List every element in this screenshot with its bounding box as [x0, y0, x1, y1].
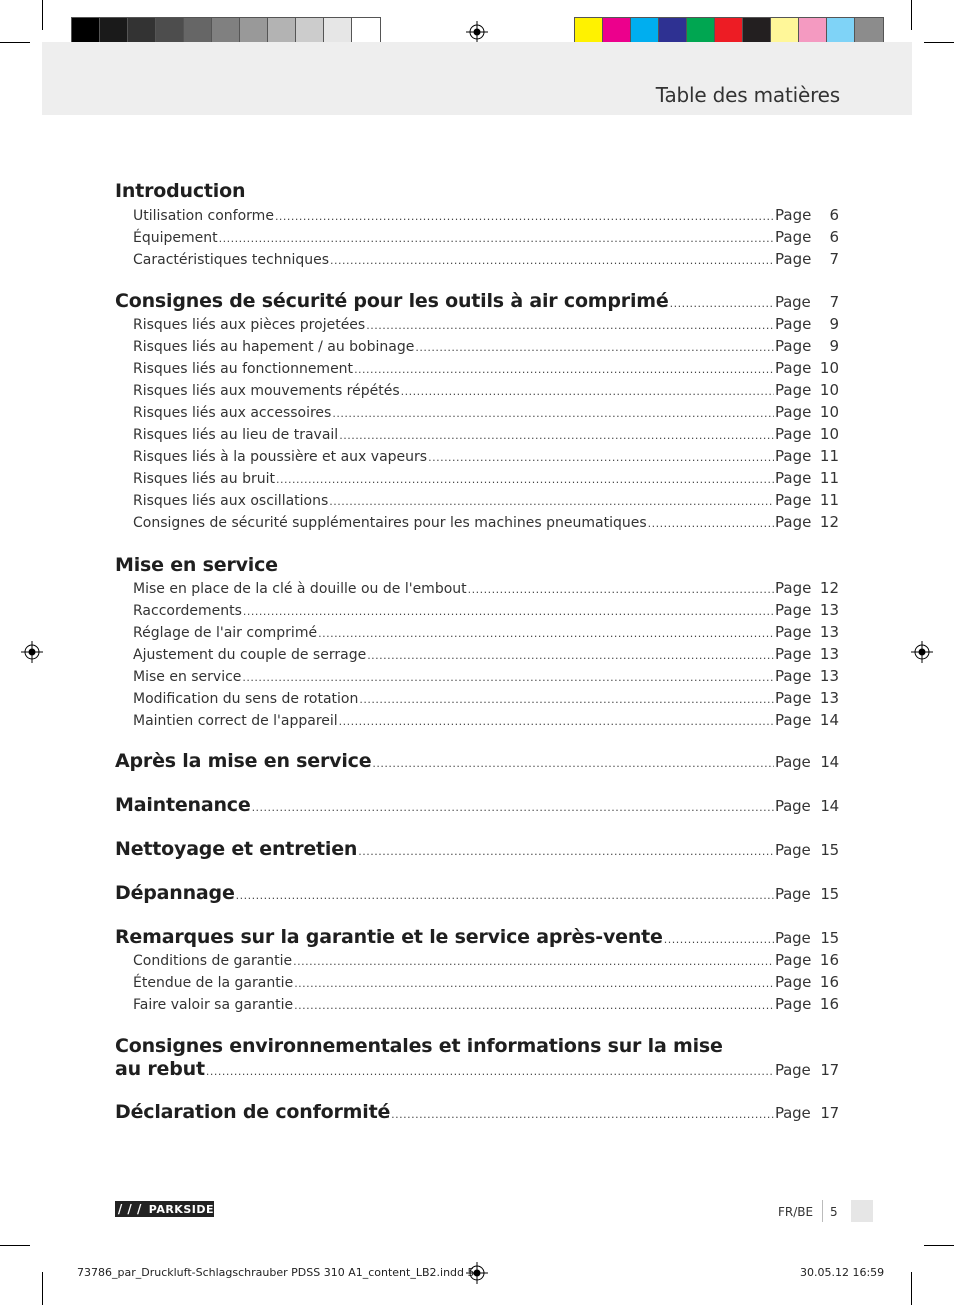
toc-section-row[interactable] — [115, 1101, 839, 1123]
page-word: Page — [775, 469, 812, 487]
toc-section-title: Déclaration de conformité — [115, 1101, 391, 1123]
page-word: Page — [775, 425, 812, 443]
toc-section-row[interactable] — [115, 838, 839, 860]
toc-entry-label: Utilisation conforme — [133, 208, 274, 224]
page-number-ref: 9 — [829, 337, 839, 355]
page-word: Page — [775, 381, 812, 399]
dot-leader — [415, 341, 774, 354]
toc-page-ref — [775, 293, 839, 311]
toc-entry-row[interactable] — [133, 689, 839, 707]
toc-entry-label: Risques liés au lieu de travail — [133, 427, 339, 443]
dot-leader — [354, 363, 774, 376]
toc-entry-label: Risques liés aux mouvements répétés — [133, 383, 400, 399]
page-number-ref: 14 — [820, 753, 839, 771]
toc-section-title: Dépannage — [115, 882, 235, 904]
page-word: Page — [775, 1061, 811, 1079]
toc-entry-row[interactable] — [133, 973, 839, 991]
toc-page-ref — [775, 929, 839, 947]
dot-leader — [219, 232, 774, 245]
toc-entry-label: Faire valoir sa garantie — [133, 997, 294, 1013]
toc-entry-row[interactable] — [133, 403, 839, 421]
page-number-ref: 15 — [820, 841, 839, 859]
toc-entry-label: Consignes de sécurité supplémentaires pour les machines pneumatiques — [133, 515, 647, 531]
dot-leader — [318, 627, 774, 640]
toc-page-ref — [775, 469, 839, 487]
toc-entry-label: Mise en service — [133, 669, 242, 685]
toc-page-ref — [775, 206, 839, 224]
toc-page-ref — [775, 1104, 839, 1122]
toc-entry-row[interactable] — [133, 623, 839, 641]
dot-leader — [401, 385, 774, 398]
crop-mark — [911, 0, 912, 30]
slug-filename: 73786_par_Druckluft-Schlagschrauber PDSS 310 A1_content_LB2.indd 5 — [77, 1266, 475, 1279]
dot-leader — [339, 715, 774, 728]
page-number-ref: 14 — [819, 711, 839, 729]
page-number-ref: 16 — [819, 973, 839, 991]
page-word: Page — [775, 250, 812, 268]
page-word: Page — [775, 1104, 811, 1122]
page-number-ref: 10 — [819, 403, 839, 421]
crop-mark — [0, 1245, 30, 1246]
toc-page-ref — [775, 250, 839, 268]
toc-page-ref — [775, 797, 839, 815]
page-word: Page — [775, 337, 812, 355]
toc-page-ref — [775, 381, 839, 399]
toc-entry-label: Équipement — [133, 230, 218, 246]
page-number-ref: 12 — [819, 579, 839, 597]
registration-mark-icon — [911, 641, 933, 663]
toc-section-row[interactable] — [115, 794, 839, 816]
dot-leader — [648, 517, 774, 530]
page-number-ref: 11 — [819, 491, 839, 509]
toc-page-ref — [775, 689, 839, 707]
toc-entry-label: Risques liés au hapement / au bobinage — [133, 339, 415, 355]
page-word: Page — [775, 885, 811, 903]
registration-mark-icon — [21, 641, 43, 663]
page-number-ref: 11 — [819, 469, 839, 487]
page-word: Page — [775, 929, 811, 947]
toc-entry-row[interactable] — [133, 425, 839, 443]
crop-mark — [0, 42, 30, 43]
dot-leader — [242, 671, 774, 684]
dot-leader — [367, 649, 774, 662]
toc-entry-label: Étendue de la garantie — [133, 975, 294, 991]
toc-page-ref — [775, 513, 839, 531]
locale-label: FR/BE — [778, 1205, 814, 1219]
page-number-ref: 13 — [819, 645, 839, 663]
brand-name: PARKSIDE — [148, 1202, 214, 1216]
dot-leader — [293, 955, 774, 968]
toc-section-title: Consignes environnementales et informations sur la mise — [115, 1035, 723, 1057]
toc-entry-label: Raccordements — [133, 603, 242, 619]
toc-section-title: Consignes de sécurité pour les outils à air comprimé — [115, 290, 669, 312]
toc-entry-row[interactable] — [133, 951, 839, 969]
toc-section-title: Après la mise en service — [115, 750, 372, 772]
toc-section-row[interactable] — [115, 290, 839, 312]
toc-entry-row[interactable] — [133, 601, 839, 619]
toc-section-row[interactable] — [115, 1058, 839, 1080]
dot-leader — [670, 297, 774, 310]
crop-mark — [924, 42, 954, 43]
page-word: Page — [775, 623, 812, 641]
page-word: Page — [775, 579, 812, 597]
crop-mark — [911, 1272, 912, 1305]
footer-divider — [822, 1200, 823, 1222]
toc-page-ref — [775, 951, 839, 969]
toc-entry-row[interactable] — [133, 228, 839, 246]
page-number-ref: 12 — [819, 513, 839, 531]
toc-page-ref — [775, 885, 839, 903]
page-number-ref: 7 — [829, 250, 839, 268]
page-title: Table des matières — [655, 83, 840, 107]
dot-leader — [330, 254, 774, 267]
page-number-ref: 13 — [819, 667, 839, 685]
page-word: Page — [775, 359, 812, 377]
brand-logo — [115, 1201, 214, 1217]
toc-page-ref — [775, 447, 839, 465]
toc-page-ref — [775, 491, 839, 509]
page-word: Page — [775, 491, 812, 509]
dot-leader — [252, 801, 774, 814]
toc-entry-label: Maintien correct de l'appareil — [133, 713, 338, 729]
toc-entry-row[interactable] — [133, 513, 839, 531]
toc-entry-row[interactable] — [133, 315, 839, 333]
dot-leader — [329, 495, 774, 508]
page-word: Page — [775, 293, 811, 311]
crop-mark — [42, 0, 43, 30]
toc-page-ref — [775, 711, 839, 729]
toc-entry-label: Risques liés aux oscillations — [133, 493, 329, 509]
page-number-ref: 16 — [819, 995, 839, 1013]
dot-leader — [243, 605, 774, 618]
page-word: Page — [775, 797, 811, 815]
toc-page-ref — [775, 425, 839, 443]
toc-entry-row[interactable] — [133, 995, 839, 1013]
page-number-ref: 9 — [829, 315, 839, 333]
toc-page-ref — [775, 667, 839, 685]
dot-leader — [428, 451, 774, 464]
page-number-ref: 13 — [819, 601, 839, 619]
page-word: Page — [775, 315, 812, 333]
page-number: 5 — [830, 1205, 838, 1219]
toc-section-title: Maintenance — [115, 794, 251, 816]
toc-entry-row[interactable] — [133, 491, 839, 509]
toc-page-ref — [775, 315, 839, 333]
toc-page-ref — [775, 601, 839, 619]
page-number-ref: 14 — [820, 797, 839, 815]
dot-leader — [294, 977, 774, 990]
page-number-ref: 10 — [819, 425, 839, 443]
toc-entry-row[interactable] — [133, 381, 839, 399]
toc-page-ref — [775, 403, 839, 421]
page-number-ref: 13 — [819, 623, 839, 641]
toc-section-title: Nettoyage et entretien — [115, 838, 358, 860]
dot-leader — [276, 473, 774, 486]
toc-entry-label: Risques liés aux pièces projetées — [133, 317, 366, 333]
toc-page-ref — [775, 337, 839, 355]
page-word: Page — [775, 995, 812, 1013]
toc-page-ref — [775, 1061, 839, 1079]
page-word: Page — [775, 973, 812, 991]
toc-entry-row[interactable] — [133, 250, 839, 268]
page-number-ref: 10 — [819, 381, 839, 399]
toc-page-ref — [775, 973, 839, 991]
page-number-ref: 10 — [819, 359, 839, 377]
page-number-ref: 17 — [820, 1061, 839, 1079]
page-word: Page — [775, 513, 812, 531]
toc-entry-label: Risques liés à la poussière et aux vapeurs — [133, 449, 428, 465]
toc-page-ref — [775, 359, 839, 377]
toc-entry-label: Risques liés aux accessoires — [133, 405, 332, 421]
registration-mark-icon — [466, 21, 488, 43]
toc-entry-row[interactable] — [133, 579, 839, 597]
toc-page-ref — [775, 753, 839, 771]
toc-page-ref — [775, 228, 839, 246]
toc-entry-label: Mise en place de la clé à douille ou de l'embout — [133, 581, 467, 597]
page-word: Page — [775, 841, 811, 859]
dot-leader — [358, 845, 774, 858]
toc-entry-label: Réglage de l'air comprimé — [133, 625, 318, 641]
toc-entry-row[interactable] — [133, 206, 839, 224]
dot-leader — [332, 407, 774, 420]
toc-section-row[interactable] — [115, 750, 839, 772]
page-number-ref: 15 — [820, 929, 839, 947]
dot-leader — [275, 210, 774, 223]
page-number-ref: 13 — [819, 689, 839, 707]
toc-section-row[interactable] — [115, 882, 839, 904]
page-word: Page — [775, 667, 812, 685]
page-number-ref: 7 — [829, 293, 839, 311]
page-word: Page — [775, 689, 812, 707]
page-number-ref: 6 — [829, 206, 839, 224]
toc-page-ref — [775, 623, 839, 641]
slug-date: 30.05.12 16:59 — [800, 1266, 885, 1279]
dot-leader — [391, 1108, 774, 1121]
dot-leader — [236, 889, 774, 902]
toc-entry-label: Risques liés au fonctionnement — [133, 361, 354, 377]
dot-leader — [339, 429, 774, 442]
page-number-ref: 11 — [819, 447, 839, 465]
toc-page-ref — [775, 579, 839, 597]
toc-section-title: au rebut — [115, 1058, 205, 1080]
page-number-ref: 17 — [820, 1104, 839, 1122]
crop-mark — [42, 1272, 43, 1305]
toc-section-title[interactable]: Introduction — [115, 180, 246, 202]
toc-entry-label: Modification du sens de rotation — [133, 691, 359, 707]
dot-leader — [206, 1065, 774, 1078]
dot-leader — [359, 693, 774, 706]
toc-entry-row[interactable] — [133, 337, 839, 355]
dot-leader — [372, 757, 774, 770]
page-word: Page — [775, 228, 812, 246]
toc-entry-label: Risques liés au bruit — [133, 471, 275, 487]
toc-section-title[interactable]: Mise en service — [115, 554, 278, 576]
toc-entry-row[interactable] — [133, 469, 839, 487]
toc-entry-row[interactable] — [133, 645, 839, 663]
dot-leader — [468, 583, 774, 596]
toc-entry-row[interactable] — [133, 711, 839, 729]
page-word: Page — [775, 951, 812, 969]
page-word: Page — [775, 601, 812, 619]
toc-entry-row[interactable] — [133, 359, 839, 377]
toc-entry-row[interactable] — [133, 447, 839, 465]
toc-entry-label: Ajustement du couple de serrage — [133, 647, 367, 663]
stripes-icon: / / / — [117, 1202, 142, 1216]
toc-page-ref — [775, 645, 839, 663]
dot-leader — [664, 933, 774, 946]
toc-section-row[interactable] — [115, 926, 839, 948]
page-word: Page — [775, 403, 812, 421]
toc-page-ref — [775, 995, 839, 1013]
page-tab-box — [851, 1200, 873, 1222]
page-number-ref: 16 — [819, 951, 839, 969]
toc-entry-label: Conditions de garantie — [133, 953, 293, 969]
toc-page-ref — [775, 841, 839, 859]
crop-mark — [924, 1245, 954, 1246]
dot-leader — [366, 319, 774, 332]
page-word: Page — [775, 206, 812, 224]
page-number-ref: 15 — [820, 885, 839, 903]
toc-entry-label: Caractéristiques techniques — [133, 252, 330, 268]
toc-section-title: Remarques sur la garantie et le service après-vente — [115, 926, 663, 948]
page-word: Page — [775, 645, 812, 663]
page-number-ref: 6 — [829, 228, 839, 246]
page-word: Page — [775, 753, 811, 771]
toc-entry-row[interactable] — [133, 667, 839, 685]
dot-leader — [294, 999, 774, 1012]
page-word: Page — [775, 711, 812, 729]
page-word: Page — [775, 447, 812, 465]
